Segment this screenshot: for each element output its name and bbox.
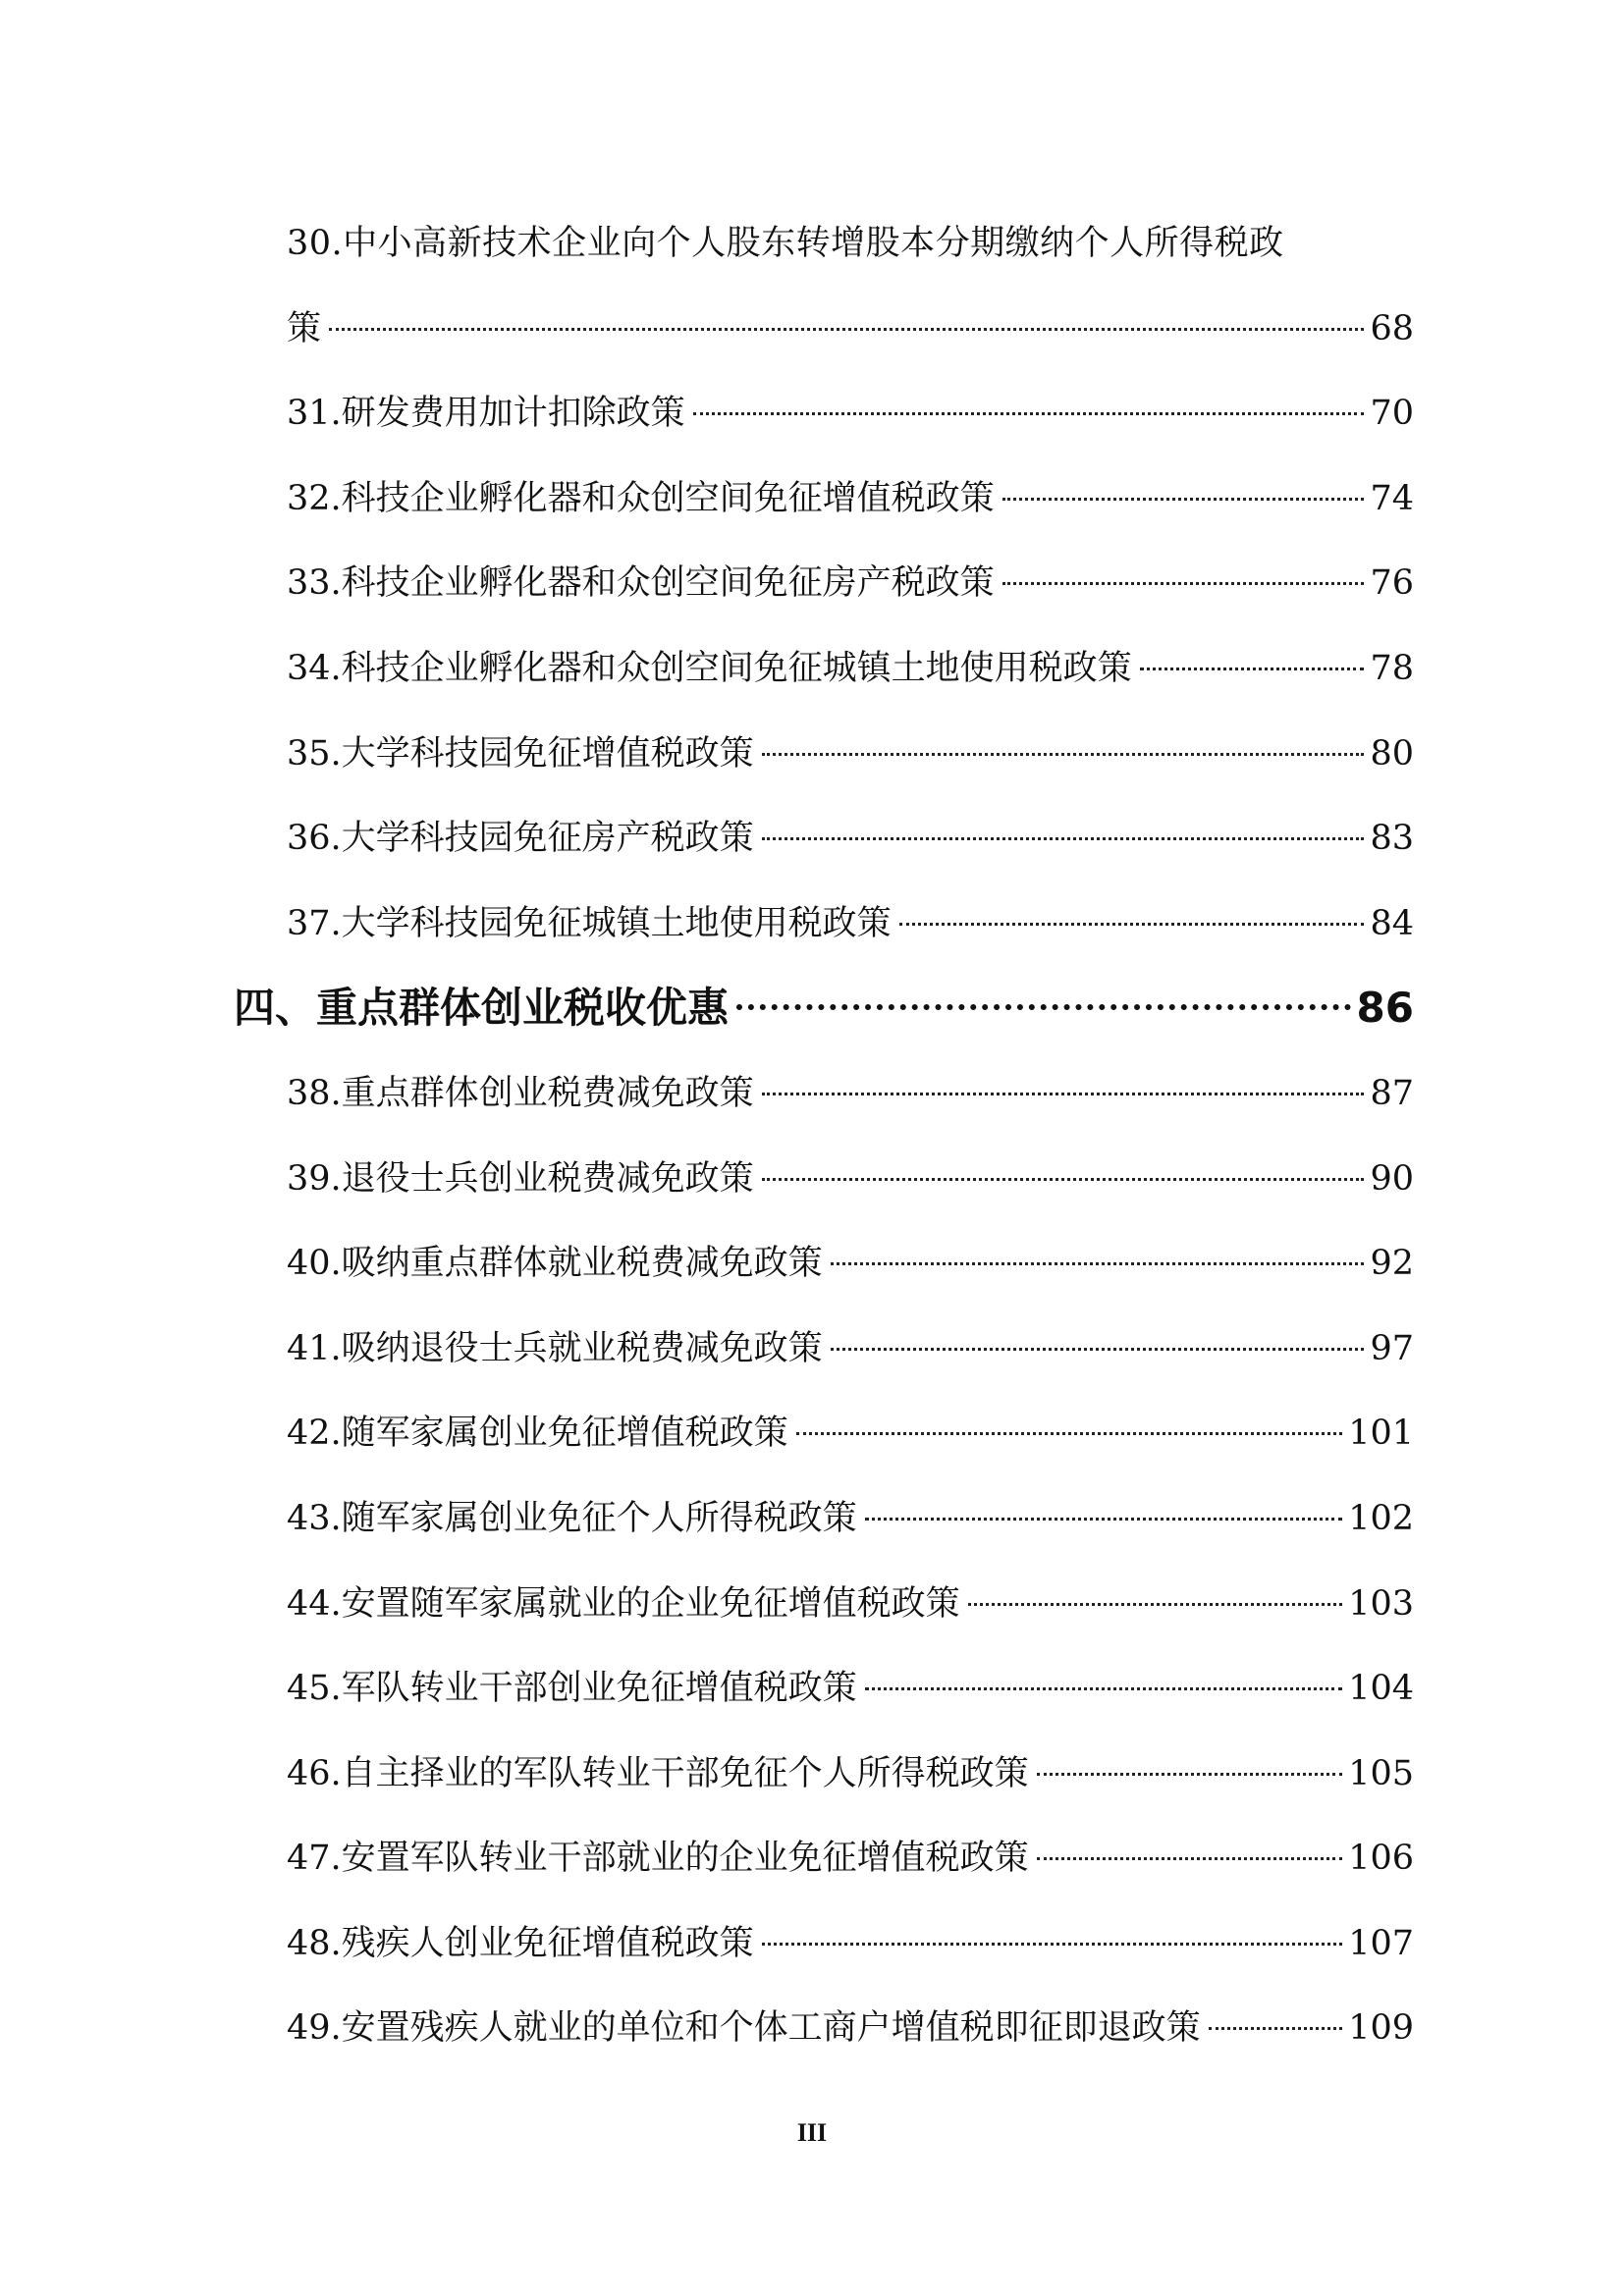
toc-entry-page: 107	[1348, 1923, 1414, 1963]
toc-entry-page: 90	[1370, 1158, 1414, 1199]
dot-leader	[968, 1603, 1343, 1606]
dot-leader	[736, 1004, 1351, 1010]
toc-entry[interactable]	[287, 1391, 1414, 1476]
toc-entry-label: 46.自主择业的军队转业干部免征个人所得税政策	[287, 1753, 1029, 1793]
toc-entry[interactable]	[287, 796, 1414, 881]
toc-entry[interactable]	[287, 1816, 1414, 1901]
dot-leader	[693, 412, 1365, 415]
toc-entry-page: 76	[1370, 563, 1414, 604]
toc-entry-label: 47.安置军队转业干部就业的企业免征增值税政策	[287, 1839, 1029, 1879]
toc-entry-page: 68	[1370, 308, 1414, 348]
toc-entry[interactable]	[287, 626, 1414, 712]
dot-leader	[1140, 667, 1365, 670]
dot-leader	[899, 923, 1365, 926]
toc-section-label: 四、重点群体创业税收优惠	[234, 984, 730, 1033]
page-number: III	[796, 2118, 828, 2147]
table-of-contents	[234, 201, 1414, 2071]
toc-entry-label: 44.安置随军家属就业的企业免征增值税政策	[287, 1583, 960, 1624]
toc-entry-label: 45.军队转业干部创业免征增值税政策	[287, 1669, 857, 1709]
toc-entry[interactable]	[287, 1901, 1414, 1987]
toc-entry-label: 48.残疾人创业免征增值税政策	[287, 1923, 754, 1963]
toc-entry[interactable]	[287, 881, 1414, 967]
toc-section-heading[interactable]	[234, 966, 1414, 1051]
toc-entry[interactable]	[287, 1986, 1414, 2071]
toc-entry[interactable]	[287, 1307, 1414, 1392]
toc-entry-page: 101	[1348, 1414, 1414, 1454]
dot-leader	[865, 1687, 1343, 1690]
toc-entry-page: 74	[1370, 478, 1414, 518]
toc-entry[interactable]	[287, 1137, 1414, 1222]
dot-leader	[329, 328, 1364, 331]
dot-leader	[1002, 582, 1365, 585]
toc-entry-page: 103	[1348, 1583, 1414, 1624]
toc-entry-page: 102	[1348, 1498, 1414, 1538]
toc-entry[interactable]	[287, 1051, 1414, 1137]
dot-leader	[1037, 1773, 1343, 1776]
toc-entry-page: 78	[1370, 648, 1414, 688]
toc-entry[interactable]	[287, 1476, 1414, 1562]
toc-entry-page: 80	[1370, 733, 1414, 774]
toc-entry-page: 106	[1348, 1839, 1414, 1879]
toc-entry-label: 30.中小高新技术企业向个人股东转增股本分期缴纳个人所得税政	[287, 224, 1284, 263]
dot-leader	[762, 837, 1365, 840]
toc-entry-30-line2[interactable]	[287, 287, 1414, 372]
dot-leader	[796, 1432, 1343, 1435]
toc-entry-page: 92	[1370, 1244, 1414, 1284]
toc-entry-label: 37.大学科技园免征城镇土地使用税政策	[287, 903, 892, 943]
toc-entry-page: 109	[1348, 2008, 1414, 2049]
dot-leader	[831, 1262, 1365, 1265]
toc-entry-page: 104	[1348, 1669, 1414, 1709]
toc-entry-page: 87	[1370, 1073, 1414, 1113]
toc-entry-label: 38.重点群体创业税费减免政策	[287, 1073, 754, 1113]
toc-entry-label: 策	[287, 308, 322, 348]
toc-entry-page: 84	[1370, 903, 1414, 943]
toc-entry[interactable]	[287, 371, 1414, 456]
toc-entry-label: 42.随军家属创业免征增值税政策	[287, 1414, 788, 1454]
toc-entry[interactable]	[287, 712, 1414, 797]
dot-leader	[1037, 1857, 1343, 1860]
toc-entry[interactable]	[287, 541, 1414, 626]
dot-leader	[762, 1093, 1365, 1095]
toc-entry-label: 32.科技企业孵化器和众创空间免征增值税政策	[287, 478, 995, 518]
toc-entry[interactable]	[287, 1221, 1414, 1307]
dot-leader	[1209, 2027, 1343, 2030]
toc-entry-page: 83	[1370, 819, 1414, 859]
toc-entry-label: 49.安置残疾人就业的单位和个体工商户增值税即征即退政策	[287, 2008, 1201, 2049]
toc-entry-label: 40.吸纳重点群体就业税费减免政策	[287, 1244, 823, 1284]
toc-entry-page: 70	[1370, 394, 1414, 434]
toc-entry[interactable]	[287, 1646, 1414, 1732]
toc-entry[interactable]	[287, 456, 1414, 542]
toc-entry[interactable]	[287, 1562, 1414, 1647]
dot-leader	[1002, 498, 1365, 501]
toc-entry-page: 105	[1348, 1753, 1414, 1793]
toc-entry-label: 33.科技企业孵化器和众创空间免征房产税政策	[287, 563, 995, 604]
toc-entry-label: 35.大学科技园免征增值税政策	[287, 733, 754, 774]
dot-leader	[762, 1178, 1365, 1181]
dot-leader	[762, 753, 1365, 756]
toc-section-page: 86	[1356, 984, 1414, 1033]
toc-entry[interactable]	[287, 1732, 1414, 1817]
dot-leader	[865, 1518, 1343, 1521]
toc-entry-label: 41.吸纳退役士兵就业税费减免政策	[287, 1328, 823, 1368]
dot-leader	[831, 1348, 1365, 1351]
toc-entry-label: 43.随军家属创业免征个人所得税政策	[287, 1498, 857, 1538]
dot-leader	[762, 1943, 1343, 1946]
toc-entry-page: 97	[1370, 1328, 1414, 1368]
toc-entry-label: 36.大学科技园免征房产税政策	[287, 819, 754, 859]
toc-entry-label: 39.退役士兵创业税费减免政策	[287, 1158, 754, 1199]
toc-entry-30-line1[interactable]	[287, 201, 1414, 287]
toc-entry-label: 31.研发费用加计扣除政策	[287, 394, 685, 434]
toc-entry-label: 34.科技企业孵化器和众创空间免征城镇土地使用税政策	[287, 648, 1132, 688]
